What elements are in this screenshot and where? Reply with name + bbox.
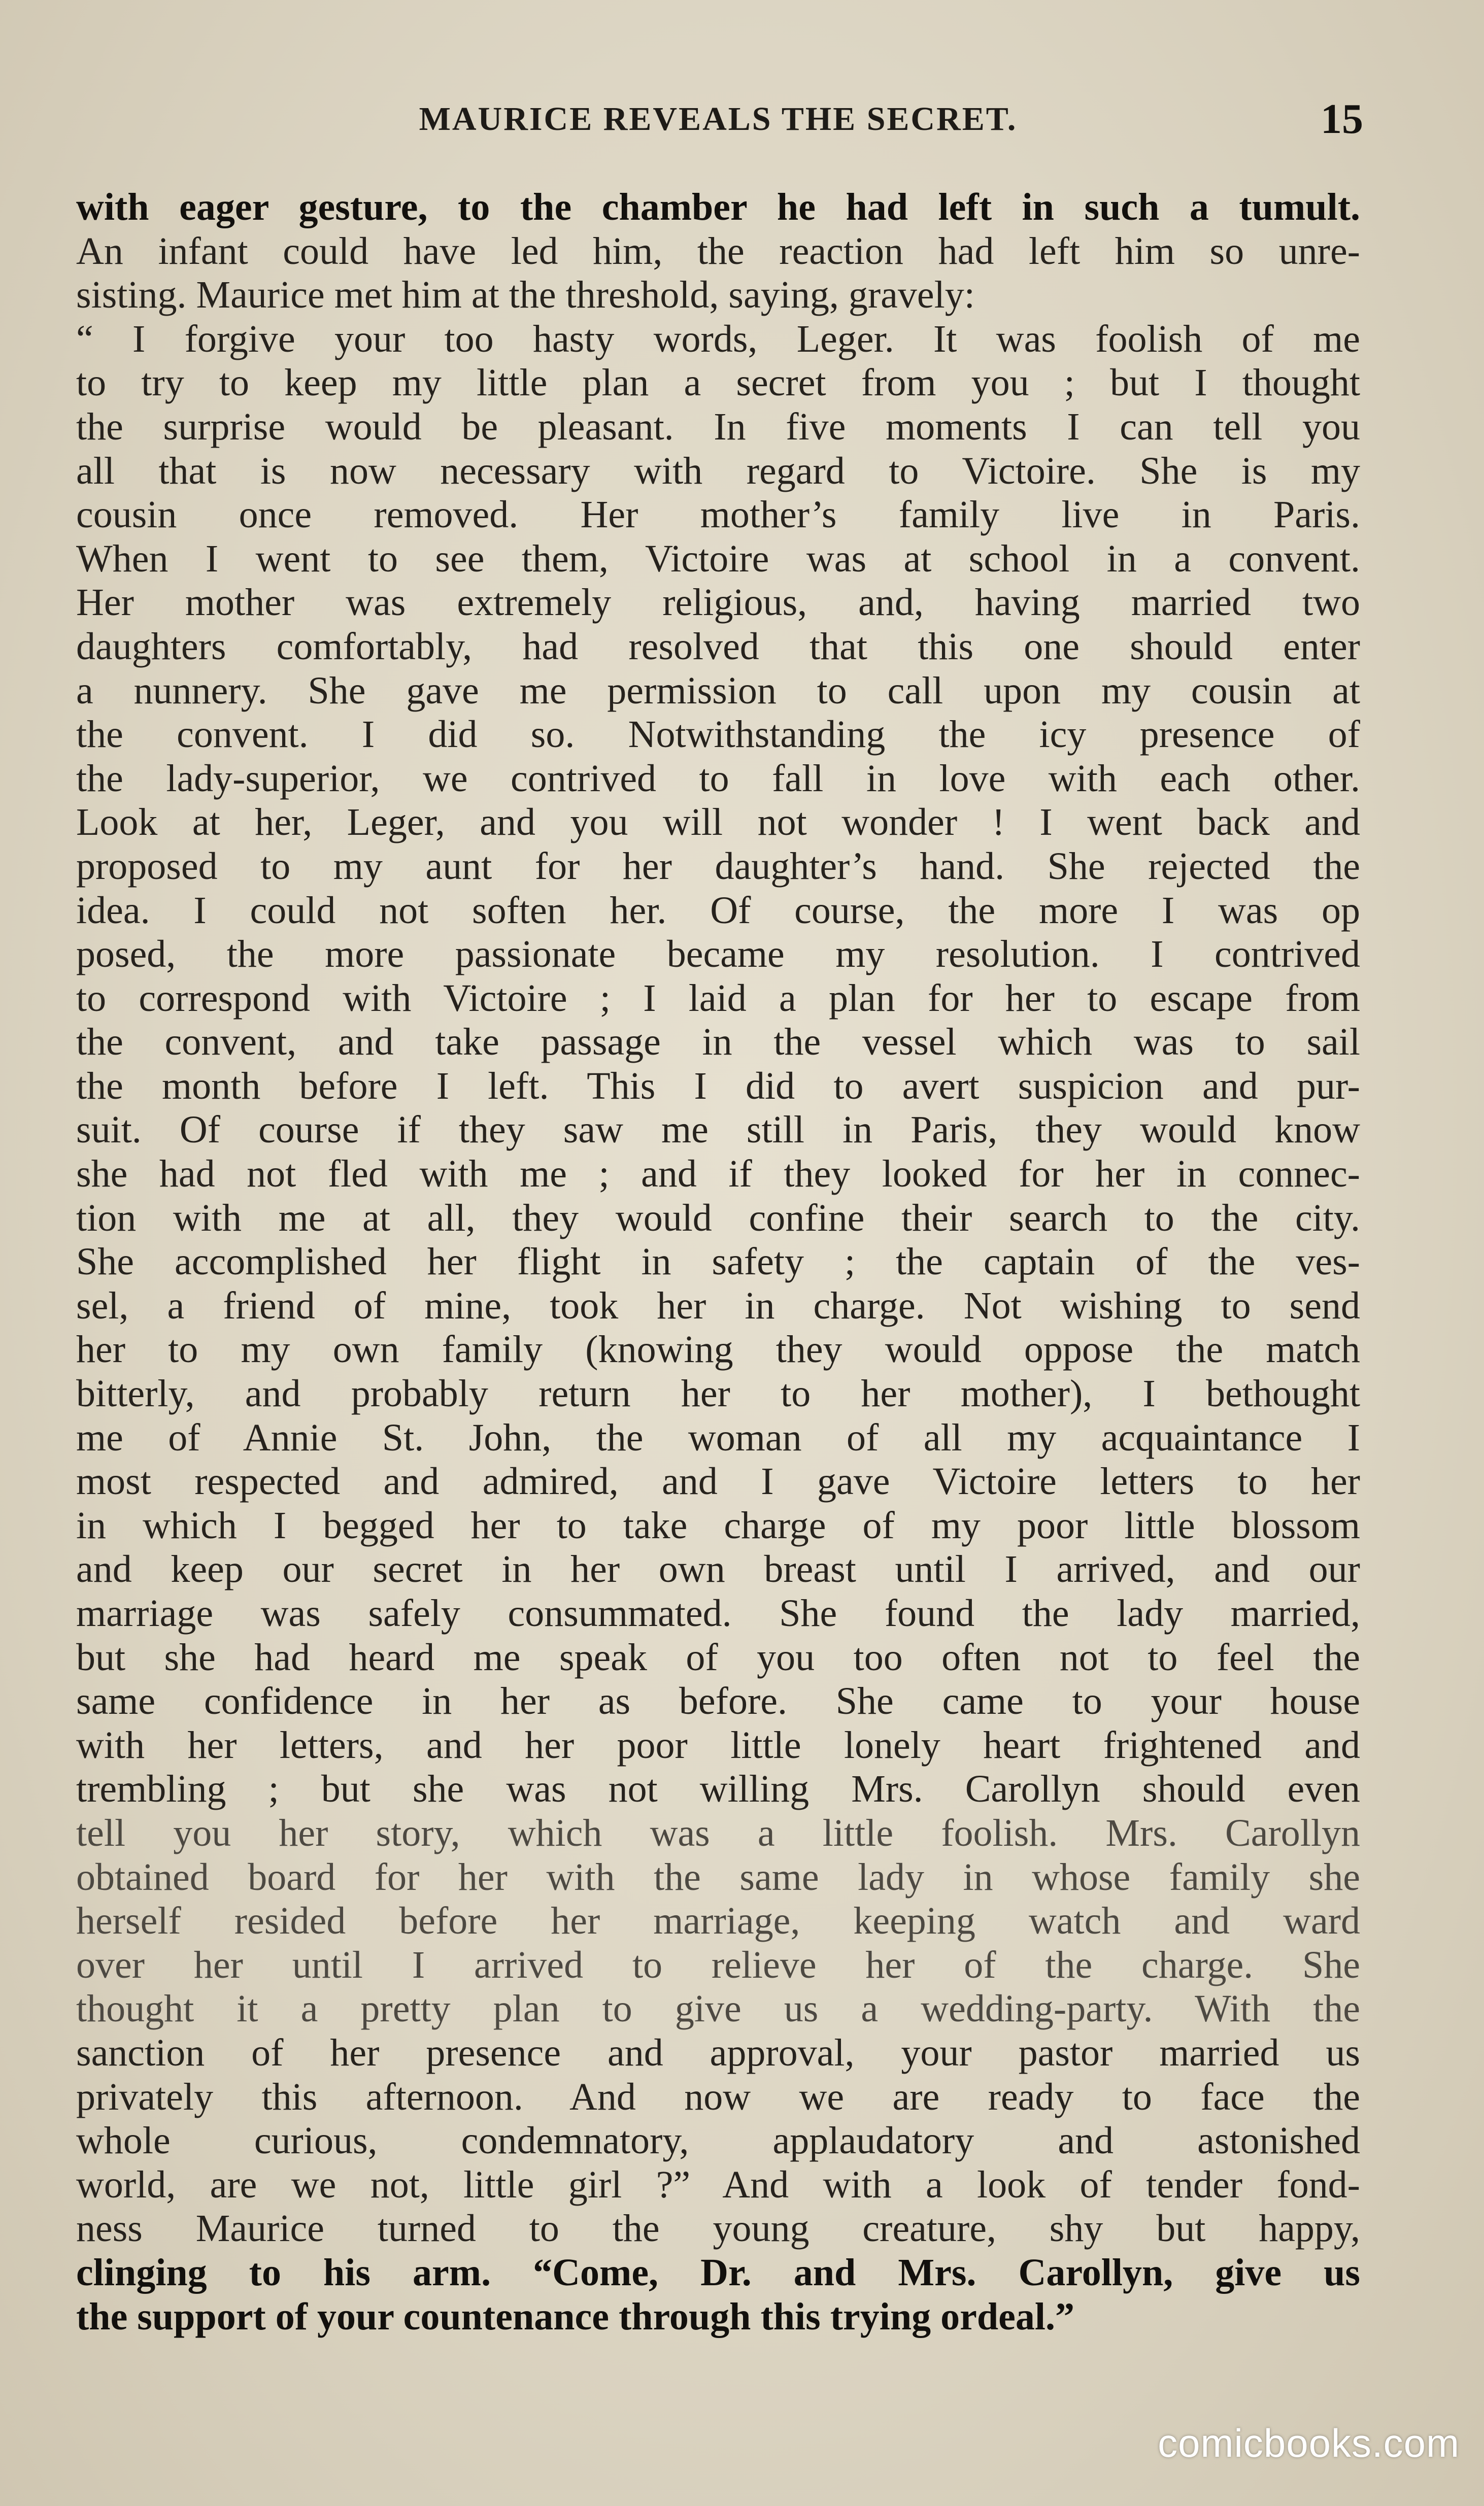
text-line: bitterly, and probably return her to her mother), I bethought [76, 1372, 1360, 1415]
text-line: with her letters, and her poor little lonely heart frightened and [76, 1723, 1360, 1767]
text-line: tion with me at all, they would confine their search to the city. [76, 1196, 1360, 1239]
text-line: to try to keep my little plan a secret from you ; but I thought [76, 361, 1360, 404]
text-line: the support of your countenance through this trying ordeal.” [76, 2295, 1074, 2338]
text-line: world, are we not, little girl ?” And with a look of tender fond- [76, 2163, 1360, 2206]
text-line: clinging to his arm. “Come, Dr. and Mrs. Carollyn, give us [76, 2251, 1360, 2294]
page-header [76, 91, 1363, 147]
text-line: the lady-superior, we contrived to fall in love with each other. [76, 757, 1360, 800]
text-line: Her mother was extremely religious, and, having married two [76, 581, 1360, 624]
text-line: sanction of her presence and approval, your pastor married us [76, 2031, 1360, 2074]
running-head: MAURICE REVEALS THE SECRET. [419, 100, 1018, 138]
text-line: sisting. Maurice met him at the threshold, saying, gravely: [76, 274, 975, 317]
text-line: most respected and admired, and I gave Victoire letters to her [76, 1460, 1360, 1503]
text-line: daughters comfortably, had resolved that this one should enter [76, 625, 1360, 668]
text-line: herself resided before her marriage, keeping watch and ward [76, 1900, 1360, 1943]
text-line: proposed to my aunt for her daughter’s hand. She rejected the [76, 844, 1360, 888]
text-line: with eager gesture, to the chamber he had left in such a tumult. [76, 186, 1360, 228]
text-line: An infant could have led him, the reaction had left him so unre- [76, 229, 1360, 273]
text-line: Look at her, Leger, and you will not wonder ! I went back and [76, 801, 1360, 844]
text-line: cousin once removed. Her mother’s family live in Paris. [76, 493, 1360, 536]
text-line: me of Annie St. John, the woman of all my acquaintance I [76, 1416, 1360, 1459]
text-line: over her until I arrived to relieve her of the charge. She [76, 1943, 1360, 1986]
text-line: sel, a friend of mine, took her in charge. Not wishing to send [76, 1284, 1360, 1327]
text-line: marriage was safely consummated. She found the lady married, [76, 1592, 1360, 1635]
text-line: the surprise would be pleasant. In five moments I can tell you [76, 405, 1360, 448]
watermark-logo: comicbooks.com [1158, 2421, 1460, 2465]
text-line: posed, the more passionate became my resolution. I contrived [76, 933, 1360, 976]
text-line: ness Maurice turned to the young creature, shy but happy, [76, 2207, 1360, 2250]
text-line: all that is now necessary with regard to Victoire. She is my [76, 449, 1360, 492]
page-number: 15 [1321, 95, 1363, 143]
text-line: a nunnery. She gave me permission to call upon my cousin at [76, 669, 1360, 712]
text-line: in which I begged her to take charge of my poor little blossom [76, 1504, 1360, 1547]
text-line: to correspond with Victoire ; I laid a plan for her to escape from [76, 976, 1360, 1020]
text-line: trembling ; but she was not willing Mrs. Carollyn should even [76, 1768, 1360, 1811]
text-line: the month before I left. This I did to avert suspicion and pur- [76, 1064, 1360, 1107]
text-line: but she had heard me speak of you too often not to feel the [76, 1636, 1360, 1679]
text-line: tell you her story, which was a little foolish. Mrs. Carollyn [76, 1811, 1360, 1854]
text-line: suit. Of course if they saw me still in Paris, they would know [76, 1108, 1360, 1152]
text-line: the convent. I did so. Notwithstanding the icy presence of [76, 713, 1360, 756]
text-line: the convent, and take passage in the vessel which was to sail [76, 1021, 1360, 1064]
text-line: obtained board for her with the same lady in whose family she [76, 1855, 1360, 1899]
body-text [76, 185, 1360, 2339]
text-line: whole curious, condemnatory, applaudatory and astonished [76, 2119, 1360, 2162]
text-line: same confidence in her as before. She came to your house [76, 1680, 1360, 1723]
text-line: “ I forgive your too hasty words, Leger. It was foolish of me [76, 317, 1360, 360]
text-line: She accomplished her flight in safety ; the captain of the ves- [76, 1240, 1360, 1283]
text-line: When I went to see them, Victoire was at school in a convent. [76, 537, 1360, 580]
text-line: she had not fled with me ; and if they looked for her in connec- [76, 1153, 1360, 1196]
text-line: idea. I could not soften her. Of course, the more I was op [76, 889, 1360, 932]
text-line: her to my own family (knowing they would oppose the match [76, 1328, 1360, 1371]
text-line: privately this afternoon. And now we are ready to face the [76, 2075, 1360, 2118]
text-line: and keep our secret in her own breast until I arrived, and our [76, 1548, 1360, 1591]
text-line: thought it a pretty plan to give us a wedding-party. With the [76, 1987, 1360, 2030]
